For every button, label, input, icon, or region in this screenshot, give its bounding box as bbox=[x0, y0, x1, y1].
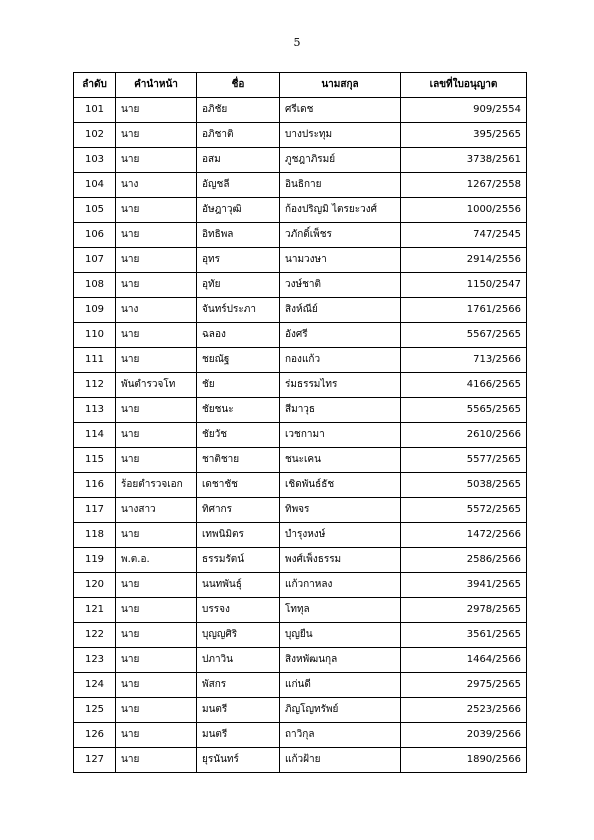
table-row bbox=[74, 623, 527, 648]
table-row bbox=[74, 723, 527, 748]
cell-last-name: ทิพจร bbox=[280, 498, 401, 523]
cell-first-name: จันทร์ประภา bbox=[197, 298, 280, 323]
cell-prefix: นาย bbox=[116, 223, 197, 248]
cell-prefix: นาย bbox=[116, 748, 197, 773]
cell-last-name: บางประทุม bbox=[280, 123, 401, 148]
cell-last-name: แก้วกาหลง bbox=[280, 573, 401, 598]
cell-no: 105 bbox=[74, 198, 116, 223]
cell-prefix: นาย bbox=[116, 673, 197, 698]
cell-no: 120 bbox=[74, 573, 116, 598]
cell-prefix: นาย bbox=[116, 648, 197, 673]
header-license: เลขที่ใบอนุญาต bbox=[401, 73, 527, 98]
table-row bbox=[74, 473, 527, 498]
cell-license: 4166/2565 bbox=[401, 373, 527, 398]
cell-license: 5565/2565 bbox=[401, 398, 527, 423]
cell-license: 2586/2566 bbox=[401, 548, 527, 573]
cell-first-name: อุทัย bbox=[197, 273, 280, 298]
cell-license: 1150/2547 bbox=[401, 273, 527, 298]
cell-last-name: แก่นดี bbox=[280, 673, 401, 698]
table-row bbox=[74, 498, 527, 523]
cell-prefix: นาย bbox=[116, 273, 197, 298]
cell-first-name: นนทพันธุ์ bbox=[197, 573, 280, 598]
cell-no: 119 bbox=[74, 548, 116, 573]
cell-last-name: พงศ์เพ็งธรรม bbox=[280, 548, 401, 573]
cell-prefix: นาย bbox=[116, 523, 197, 548]
cell-first-name: พัสกร bbox=[197, 673, 280, 698]
cell-last-name: สิงหพัฒนกุล bbox=[280, 648, 401, 673]
cell-no: 127 bbox=[74, 748, 116, 773]
cell-last-name: บำรุงหงษ์ bbox=[280, 523, 401, 548]
cell-no: 110 bbox=[74, 323, 116, 348]
cell-no: 101 bbox=[74, 98, 116, 123]
cell-last-name: ภูชฎาภิรมย์ bbox=[280, 148, 401, 173]
cell-prefix: นาย bbox=[116, 423, 197, 448]
cell-first-name: ชัย bbox=[197, 373, 280, 398]
cell-license: 747/2545 bbox=[401, 223, 527, 248]
table-row bbox=[74, 423, 527, 448]
table-row bbox=[74, 523, 527, 548]
cell-license: 713/2566 bbox=[401, 348, 527, 373]
license-table bbox=[73, 72, 527, 773]
table-row bbox=[74, 648, 527, 673]
cell-prefix: นาย bbox=[116, 248, 197, 273]
cell-prefix: พันตำรวจโท bbox=[116, 373, 197, 398]
cell-prefix: นาย bbox=[116, 698, 197, 723]
cell-first-name: อิทธิพล bbox=[197, 223, 280, 248]
cell-license: 1890/2566 bbox=[401, 748, 527, 773]
cell-no: 113 bbox=[74, 398, 116, 423]
cell-license: 909/2554 bbox=[401, 98, 527, 123]
cell-first-name: อสม bbox=[197, 148, 280, 173]
cell-prefix: นาย bbox=[116, 723, 197, 748]
table-row bbox=[74, 123, 527, 148]
cell-prefix: นาย bbox=[116, 148, 197, 173]
table-row bbox=[74, 348, 527, 373]
table-row bbox=[74, 98, 527, 123]
cell-license: 3738/2561 bbox=[401, 148, 527, 173]
cell-no: 116 bbox=[74, 473, 116, 498]
cell-license: 1000/2556 bbox=[401, 198, 527, 223]
cell-last-name: บุญยืน bbox=[280, 623, 401, 648]
cell-license: 3561/2565 bbox=[401, 623, 527, 648]
table-row bbox=[74, 573, 527, 598]
cell-last-name: วงษ์ชาติ bbox=[280, 273, 401, 298]
table-row bbox=[74, 323, 527, 348]
table-row bbox=[74, 223, 527, 248]
cell-no: 111 bbox=[74, 348, 116, 373]
cell-last-name: สิงห์ณีย์ bbox=[280, 298, 401, 323]
table-row bbox=[74, 298, 527, 323]
cell-no: 117 bbox=[74, 498, 116, 523]
cell-last-name: ภิญโญทรัพย์ bbox=[280, 698, 401, 723]
cell-prefix: นาย bbox=[116, 348, 197, 373]
cell-first-name: ปภาวิน bbox=[197, 648, 280, 673]
cell-first-name: ยุรนันทร์ bbox=[197, 748, 280, 773]
cell-prefix: นาย bbox=[116, 598, 197, 623]
cell-last-name: เชิดพันธ์ธัช bbox=[280, 473, 401, 498]
table-row bbox=[74, 198, 527, 223]
cell-no: 109 bbox=[74, 298, 116, 323]
cell-license: 3941/2565 bbox=[401, 573, 527, 598]
header-last-name: นามสกุล bbox=[280, 73, 401, 98]
cell-last-name: กองแก้ว bbox=[280, 348, 401, 373]
table-body bbox=[74, 98, 527, 773]
cell-prefix: นาย bbox=[116, 198, 197, 223]
cell-last-name: เวชกามา bbox=[280, 423, 401, 448]
table-row bbox=[74, 598, 527, 623]
cell-prefix: นาย bbox=[116, 98, 197, 123]
cell-no: 108 bbox=[74, 273, 116, 298]
cell-first-name: มนตรี bbox=[197, 723, 280, 748]
cell-last-name: นามวงษา bbox=[280, 248, 401, 273]
cell-no: 123 bbox=[74, 648, 116, 673]
header-first-name: ชื่อ bbox=[197, 73, 280, 98]
cell-no: 104 bbox=[74, 173, 116, 198]
cell-license: 1267/2558 bbox=[401, 173, 527, 198]
cell-license: 1472/2566 bbox=[401, 523, 527, 548]
page-number: 5 bbox=[293, 36, 301, 49]
cell-license: 2975/2565 bbox=[401, 673, 527, 698]
cell-first-name: ฉลอง bbox=[197, 323, 280, 348]
header-row bbox=[74, 73, 527, 98]
cell-first-name: อัญชลี bbox=[197, 173, 280, 198]
cell-license: 2039/2566 bbox=[401, 723, 527, 748]
cell-no: 125 bbox=[74, 698, 116, 723]
table-row bbox=[74, 248, 527, 273]
table-row bbox=[74, 373, 527, 398]
table-header bbox=[74, 73, 527, 98]
cell-license: 5572/2565 bbox=[401, 498, 527, 523]
cell-last-name: ถาวิกุล bbox=[280, 723, 401, 748]
cell-prefix: ร้อยตำรวจเอก bbox=[116, 473, 197, 498]
table-row bbox=[74, 173, 527, 198]
cell-first-name: เทพนิมิตร bbox=[197, 523, 280, 548]
cell-no: 102 bbox=[74, 123, 116, 148]
table-row bbox=[74, 398, 527, 423]
cell-license: 1464/2566 bbox=[401, 648, 527, 673]
cell-no: 115 bbox=[74, 448, 116, 473]
cell-prefix: พ.ต.อ. bbox=[116, 548, 197, 573]
cell-first-name: บรรจง bbox=[197, 598, 280, 623]
table-row bbox=[74, 273, 527, 298]
cell-first-name: ชยณัฐ bbox=[197, 348, 280, 373]
cell-no: 103 bbox=[74, 148, 116, 173]
table-row bbox=[74, 673, 527, 698]
cell-first-name: อภิชัย bbox=[197, 98, 280, 123]
cell-last-name: ร่มธรรมไทร bbox=[280, 373, 401, 398]
cell-prefix: นาย bbox=[116, 623, 197, 648]
cell-prefix: นาย bbox=[116, 398, 197, 423]
cell-first-name: ธรรมรัตน์ bbox=[197, 548, 280, 573]
cell-no: 122 bbox=[74, 623, 116, 648]
table-row bbox=[74, 698, 527, 723]
table-row bbox=[74, 548, 527, 573]
cell-no: 107 bbox=[74, 248, 116, 273]
cell-license: 5567/2565 bbox=[401, 323, 527, 348]
cell-no: 106 bbox=[74, 223, 116, 248]
cell-prefix: นางสาว bbox=[116, 498, 197, 523]
cell-license: 2523/2566 bbox=[401, 698, 527, 723]
cell-last-name: ชนะเคน bbox=[280, 448, 401, 473]
cell-prefix: นาง bbox=[116, 298, 197, 323]
cell-license: 2978/2565 bbox=[401, 598, 527, 623]
cell-last-name: ก้องปริญมิ ไตรยะวงศ์ bbox=[280, 198, 401, 223]
cell-last-name: แก้วฝ้าย bbox=[280, 748, 401, 773]
cell-first-name: ชัยวัช bbox=[197, 423, 280, 448]
cell-license: 2914/2556 bbox=[401, 248, 527, 273]
table-row bbox=[74, 148, 527, 173]
cell-first-name: มนตรี bbox=[197, 698, 280, 723]
cell-last-name: อินธิกาย bbox=[280, 173, 401, 198]
cell-license: 5038/2565 bbox=[401, 473, 527, 498]
cell-prefix: นาย bbox=[116, 573, 197, 598]
cell-last-name: อังศรี bbox=[280, 323, 401, 348]
cell-first-name: ชัยชนะ bbox=[197, 398, 280, 423]
cell-first-name: ทิศากร bbox=[197, 498, 280, 523]
cell-license: 2610/2566 bbox=[401, 423, 527, 448]
table-row bbox=[74, 748, 527, 773]
cell-no: 124 bbox=[74, 673, 116, 698]
cell-prefix: นาย bbox=[116, 123, 197, 148]
cell-first-name: เดชาชัช bbox=[197, 473, 280, 498]
cell-no: 114 bbox=[74, 423, 116, 448]
cell-prefix: นาย bbox=[116, 323, 197, 348]
cell-first-name: อัษฎาวุฒิ bbox=[197, 198, 280, 223]
cell-last-name: โททุล bbox=[280, 598, 401, 623]
cell-last-name: สีมาวุธ bbox=[280, 398, 401, 423]
table-row bbox=[74, 448, 527, 473]
cell-license: 5577/2565 bbox=[401, 448, 527, 473]
cell-first-name: ชาติชาย bbox=[197, 448, 280, 473]
cell-no: 118 bbox=[74, 523, 116, 548]
cell-first-name: อภิชาติ bbox=[197, 123, 280, 148]
cell-first-name: อุทร bbox=[197, 248, 280, 273]
cell-prefix: นาง bbox=[116, 173, 197, 198]
cell-prefix: นาย bbox=[116, 448, 197, 473]
cell-no: 126 bbox=[74, 723, 116, 748]
cell-no: 112 bbox=[74, 373, 116, 398]
cell-last-name: วภักดิ์เพ็ชร bbox=[280, 223, 401, 248]
header-no: ลำดับ bbox=[74, 73, 116, 98]
cell-no: 121 bbox=[74, 598, 116, 623]
cell-license: 395/2565 bbox=[401, 123, 527, 148]
cell-last-name: ศรีเดช bbox=[280, 98, 401, 123]
cell-first-name: บุญญศิริ bbox=[197, 623, 280, 648]
header-prefix: คำนำหน้า bbox=[116, 73, 197, 98]
cell-license: 1761/2566 bbox=[401, 298, 527, 323]
